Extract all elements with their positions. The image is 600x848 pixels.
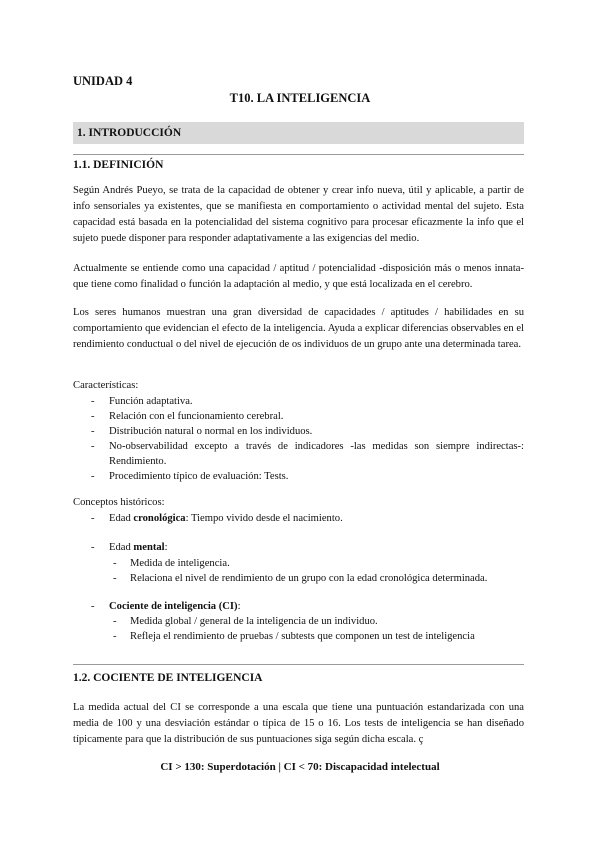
concept-description: : Tiempo vivido desde el nacimiento. (185, 513, 343, 524)
list-item: - Relaciona el nivel de rendimiento de un grupo con la edad cronológica determinada. (73, 571, 524, 586)
list-item: - Medida de inteligencia. (73, 556, 524, 571)
characteristics-list (73, 394, 524, 484)
document-title-text: T10. LA INTELIGENCIA (229, 91, 371, 105)
concept-mental-sublist (73, 556, 524, 586)
concept-term: Cociente de inteligencia (CI) (109, 601, 238, 612)
list-item (73, 511, 524, 526)
divider (73, 664, 524, 665)
list-item: - Refleja el rendimiento de pruebas / subtests que componen un test de inteligencia (73, 629, 524, 644)
list-item (73, 540, 524, 555)
concept-mental (73, 540, 524, 555)
concept-term: mental (133, 542, 165, 553)
ci-summary-line: CI > 130: Superdotación | CI < 70: Discapacidad intelectual (160, 761, 440, 773)
concept-prefix: Edad (109, 542, 134, 553)
unit-label: UNIDAD 4 (73, 74, 133, 88)
concept-ci (73, 599, 524, 614)
ci-paragraph: La medida actual del CI se corresponde a una escala que tiene una puntuación estandarizada con una media de 100 y una desviación estándar o típica de 15 o 16. Los tests de inteligencia se han diseñado típicamente para que la distribución de sus puntuaciones siga según dicha escala. ç (73, 702, 524, 745)
definition-paragraph: Según Andrés Pueyo, se trata de la capacidad de obtener y crear info nueva, útil y aplicable, a partir de info sensoriales ya existentes, que se manifiesta en comportamiento o actividad mental del sujeto. Esta capacidad está basada en la potencialidad del sistema cognitivo para procesar eficazmente la info que el sujeto puede disponer para responder adaptativamente a las exigencias del medio. (73, 185, 524, 244)
list-item: - Medida global / general de la inteligencia de un individuo. (73, 614, 524, 629)
list-item: - Función adaptativa. (73, 394, 524, 409)
document-title (0, 91, 600, 106)
section-heading-introduccion: 1. INTRODUCCIÓN (73, 122, 524, 144)
subsection-heading-cociente: 1.2. COCIENTE DE INTELIGENCIA (73, 672, 263, 684)
concept-description: : (237, 601, 241, 612)
list-item (73, 599, 524, 614)
current-understanding-paragraph: Actualmente se entiende como una capacidad / aptitud / potencialidad -disposición más o menos innata- que tiene como finalidad o función la adaptación al medio, y que está localizada en el cerebro. (73, 263, 524, 290)
concept-cronologica (73, 511, 524, 526)
diversity-paragraph: Los seres humanos muestran una gran diversidad de capacidades / aptitudes / habilidades en su comportamiento que evidencian el efecto de la inteligencia. Ayuda a explicar diferencias observables en el rendimiento conductual o del nivel de ejecución de os individuos de un grupo ante una determinada tarea. (73, 307, 524, 350)
concept-term: cronológica (133, 513, 186, 524)
list-item: - Relación con el funcionamiento cerebral. (73, 409, 524, 424)
concept-description: : (164, 542, 168, 553)
list-item: - Procedimiento típico de evaluación: Tests. (73, 469, 524, 484)
concept-ci-sublist (73, 614, 524, 644)
divider (73, 154, 524, 155)
concepts-label: Conceptos históricos: (73, 497, 165, 508)
list-item: - Distribución natural o normal en los individuos. (73, 424, 524, 439)
list-item: - No-observabilidad excepto a través de indicadores -las medidas son siempre indirectas-: Rendimiento. (73, 439, 524, 469)
subsection-heading-definicion: 1.1. DEFINICIÓN (73, 159, 164, 171)
characteristics-label: Características: (73, 380, 139, 391)
concept-prefix: Edad (109, 513, 134, 524)
